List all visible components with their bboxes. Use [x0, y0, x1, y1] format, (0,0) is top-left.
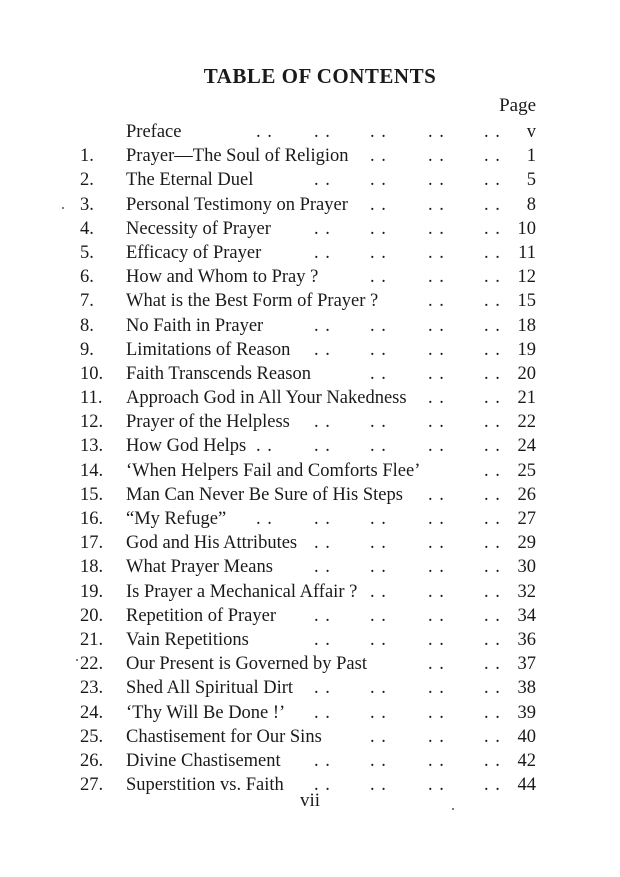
toc-entry-number: 1.	[80, 146, 94, 167]
leader-dots: . .	[484, 726, 501, 747]
leader-dots: . .	[370, 581, 387, 602]
toc-entry	[0, 144, 620, 168]
toc-entry-page: 8	[526, 194, 536, 215]
toc-entry-number: 7.	[80, 291, 94, 312]
toc-entry	[0, 217, 620, 241]
toc-entry-title: Man Can Never Be Sure of His Steps	[126, 484, 403, 505]
toc-entry-number: 18.	[80, 557, 104, 578]
leader-dots: . .	[484, 629, 501, 650]
toc-entry	[0, 338, 620, 362]
toc-entry	[0, 725, 620, 749]
toc-entry-title: Faith Transcends Reason	[126, 363, 311, 384]
leader-dots: . .	[484, 484, 501, 505]
leader-dots: . .	[484, 605, 501, 626]
leader-dots: . .	[370, 605, 387, 626]
leader-dots: . .	[370, 315, 387, 336]
toc-entry	[0, 289, 620, 313]
leader-dots: . .	[370, 702, 387, 723]
toc-entry-page: 22	[517, 412, 536, 433]
toc-entry-title: Our Present is Governed by Past	[126, 654, 367, 675]
toc-entry-title: Preface	[126, 122, 182, 142]
leader-dots: . .	[428, 678, 445, 699]
toc-entry-title: Necessity of Prayer	[126, 218, 271, 239]
toc-entry-number: 27.	[80, 775, 104, 796]
toc-entry	[0, 434, 620, 458]
leader-dots: . .	[484, 291, 501, 312]
leader-dots: . .	[370, 242, 387, 263]
leader-dots: . .	[428, 581, 445, 602]
toc-entry-number: 3.	[80, 194, 94, 215]
toc-entry	[0, 652, 620, 676]
toc-entry-number: 23.	[80, 678, 104, 699]
toc-entry-number: 11.	[80, 388, 103, 409]
leader-dots: . .	[370, 557, 387, 578]
leader-dots: . .	[370, 726, 387, 747]
toc-entry-page: 15	[517, 291, 536, 312]
leader-dots: . .	[428, 412, 445, 433]
leader-dots: . .	[484, 702, 501, 723]
leader-dots: . .	[484, 412, 501, 433]
toc-entry-page: 10	[517, 218, 536, 239]
leader-dots: . .	[370, 218, 387, 239]
print-speck	[452, 808, 454, 810]
print-speck	[76, 659, 78, 661]
leader-dots: . .	[370, 363, 387, 384]
toc-entry-number: 21.	[80, 629, 104, 650]
leader-dots: . .	[370, 146, 387, 167]
leader-dots: . .	[370, 775, 387, 796]
leader-dots: . .	[314, 629, 331, 650]
leader-dots: . .	[484, 436, 501, 457]
toc-entry-title: God and His Attributes	[126, 533, 298, 554]
toc-entry-number: 8.	[80, 315, 94, 336]
toc-entry-title: ‘Thy Will Be Done !’	[126, 702, 286, 723]
toc-entry-number: 15.	[80, 484, 104, 505]
toc-entry-page: 44	[517, 775, 536, 796]
toc-entry-number: 2.	[80, 170, 94, 191]
leader-dots: . .	[428, 194, 445, 215]
toc-entry-title: How God Helps	[126, 436, 247, 457]
toc-entry-page: 39	[517, 702, 536, 723]
toc-entry-page: 20	[517, 363, 536, 384]
leader-dots: . .	[370, 509, 387, 529]
leader-dots: . .	[428, 654, 445, 675]
toc-entry-title: Divine Chastisement	[126, 750, 281, 771]
toc-entry	[0, 362, 620, 386]
leader-dots: . .	[428, 509, 445, 529]
toc-entry-number: 20.	[80, 605, 104, 626]
leader-dots: . .	[484, 509, 501, 529]
leader-dots: . .	[314, 775, 331, 796]
leader-dots: . .	[428, 122, 445, 142]
leader-dots: . .	[428, 750, 445, 771]
leader-dots: . .	[428, 557, 445, 578]
leader-dots: . .	[428, 315, 445, 336]
toc-entry	[0, 483, 620, 507]
leader-dots: . .	[370, 170, 387, 191]
leader-dots: . .	[428, 242, 445, 263]
leader-dots: . .	[314, 605, 331, 626]
page-title: TABLE OF CONTENTS	[203, 64, 437, 88]
leader-dots: . .	[314, 750, 331, 771]
toc-entry-page: 27	[517, 509, 536, 529]
leader-dots: . .	[314, 412, 331, 433]
toc-entry-number: 25.	[80, 726, 104, 747]
toc-entry-title: What Prayer Means	[126, 557, 273, 578]
leader-dots: . .	[428, 388, 445, 409]
toc-entry-page: 40	[517, 726, 536, 747]
leader-dots: . .	[314, 339, 331, 360]
toc-entry-page: v	[526, 122, 536, 142]
toc-entry-title: Prayer—The Soul of Religion	[126, 146, 349, 167]
toc-entry-page: 25	[517, 460, 536, 481]
leader-dots: . .	[484, 581, 501, 602]
toc-entry-page: 18	[517, 315, 536, 336]
leader-dots: . .	[314, 557, 331, 578]
leader-dots: . .	[370, 267, 387, 288]
toc-entry	[0, 241, 620, 265]
leader-dots: . .	[314, 678, 331, 699]
toc-entry-page: 34	[517, 605, 536, 626]
toc-entry-page: 12	[517, 267, 536, 288]
leader-dots: . .	[370, 436, 387, 457]
leader-dots: . .	[256, 509, 273, 529]
toc-entry-title: Repetition of Prayer	[126, 605, 277, 626]
leader-dots: . .	[256, 122, 273, 142]
toc-entry-page: 24	[517, 436, 536, 457]
toc-entry-number: 12.	[80, 412, 104, 433]
toc-entry-page: 26	[517, 484, 536, 505]
leader-dots: . .	[314, 122, 331, 142]
toc-entry	[0, 604, 620, 628]
toc-entry	[0, 531, 620, 555]
toc-entry	[0, 459, 620, 483]
leader-dots: . .	[484, 654, 501, 675]
leader-dots: . .	[484, 267, 501, 288]
toc-entry-page: 5	[526, 170, 536, 191]
toc-entry	[0, 676, 620, 700]
leader-dots: . .	[314, 702, 331, 723]
toc-entry-title: “My Refuge”	[126, 509, 227, 529]
leader-dots: . .	[370, 629, 387, 650]
leader-dots: . .	[484, 363, 501, 384]
leader-dots: . .	[484, 194, 501, 215]
leader-dots: . .	[484, 678, 501, 699]
leader-dots: . .	[484, 122, 501, 142]
leader-dots: . .	[428, 339, 445, 360]
leader-dots: . .	[370, 339, 387, 360]
leader-dots: . .	[428, 170, 445, 191]
toc-entry-page: 37	[517, 654, 536, 675]
leader-dots: . .	[484, 170, 501, 191]
toc-entry-page: 29	[517, 533, 536, 554]
toc-entry-number: 4.	[80, 218, 94, 239]
toc-entry-number: 17.	[80, 533, 104, 554]
leader-dots: . .	[484, 533, 501, 554]
toc-entry-page: 42	[517, 750, 536, 771]
leader-dots: . .	[370, 678, 387, 699]
toc-entry-number: 14.	[80, 460, 104, 481]
leader-dots: . .	[484, 315, 501, 336]
toc-entry-page: 11	[518, 242, 536, 263]
leader-dots: . .	[370, 750, 387, 771]
leader-dots: . .	[484, 242, 501, 263]
leader-dots: . .	[428, 775, 445, 796]
toc-entry	[0, 555, 620, 579]
leader-dots: . .	[314, 242, 331, 263]
toc-entry-page: 36	[517, 629, 536, 650]
toc-entry-title: Vain Repetitions	[126, 629, 249, 650]
toc-entry	[0, 265, 620, 289]
leader-dots: . .	[428, 605, 445, 626]
leader-dots: . .	[314, 509, 331, 529]
toc-entry-title: Efficacy of Prayer	[126, 242, 262, 263]
leader-dots: . .	[428, 146, 445, 167]
toc-entry-page: 32	[517, 581, 536, 602]
toc-entry	[0, 314, 620, 338]
leader-dots: . .	[370, 122, 387, 142]
toc-entry	[0, 628, 620, 652]
leader-dots: . .	[314, 170, 331, 191]
leader-dots: . .	[428, 726, 445, 747]
toc-entry-number: 24.	[80, 702, 104, 723]
page-folio: vii	[299, 790, 321, 811]
toc-entry-title: Is Prayer a Mechanical Affair ?	[126, 581, 358, 602]
leader-dots: . .	[428, 267, 445, 288]
toc-entry-title: Personal Testimony on Prayer	[126, 194, 348, 215]
leader-dots: . .	[428, 484, 445, 505]
toc-entry	[0, 749, 620, 773]
toc-entry-number: 10.	[80, 363, 104, 384]
leader-dots: . .	[314, 533, 331, 554]
toc-entry	[0, 193, 620, 217]
toc-entry-number: 9.	[80, 339, 94, 360]
table-of-contents	[0, 120, 620, 797]
toc-entry-page: 1	[526, 146, 536, 167]
leader-dots: . .	[484, 388, 501, 409]
toc-entry	[0, 701, 620, 725]
toc-entry-page: 38	[517, 678, 536, 699]
leader-dots: . .	[428, 702, 445, 723]
toc-entry-title: Limitations of Reason	[126, 339, 291, 360]
toc-entry-number: 22.	[80, 654, 104, 675]
leader-dots: . .	[370, 194, 387, 215]
toc-entry-number: 6.	[80, 267, 94, 288]
leader-dots: . .	[370, 533, 387, 554]
leader-dots: . .	[314, 218, 331, 239]
toc-entry-title: Approach God in All Your Nakedness	[126, 388, 407, 409]
toc-entry-title: Shed All Spiritual Dirt	[126, 678, 294, 699]
toc-entry-title: ‘When Helpers Fail and Comforts Flee’	[126, 460, 421, 481]
leader-dots: . .	[314, 436, 331, 457]
leader-dots: . .	[428, 291, 445, 312]
toc-entry-number: 26.	[80, 750, 104, 771]
toc-entry-number: 5.	[80, 242, 94, 263]
leader-dots: . .	[428, 218, 445, 239]
leader-dots: . .	[484, 146, 501, 167]
toc-entry-number: 13.	[80, 436, 104, 457]
leader-dots: . .	[256, 436, 273, 457]
leader-dots: . .	[484, 557, 501, 578]
toc-entry	[0, 410, 620, 434]
toc-entry-page: 21	[517, 388, 536, 409]
toc-entry-title: Prayer of the Helpless	[126, 412, 290, 433]
page-column-label: Page	[499, 95, 536, 116]
leader-dots: . .	[484, 460, 501, 481]
toc-entry-title: Chastisement for Our Sins	[126, 726, 322, 747]
toc-entry	[0, 168, 620, 192]
toc-entry	[0, 386, 620, 410]
toc-entry-number: 19.	[80, 581, 104, 602]
toc-entry	[0, 507, 620, 531]
toc-entry-title: How and Whom to Pray ?	[126, 267, 319, 288]
toc-entry-title: The Eternal Duel	[126, 170, 254, 191]
leader-dots: . .	[428, 436, 445, 457]
leader-dots: . .	[428, 363, 445, 384]
leader-dots: . .	[484, 218, 501, 239]
toc-entry-title: What is the Best Form of Prayer ?	[126, 291, 379, 312]
print-speck	[62, 207, 64, 209]
leader-dots: . .	[484, 339, 501, 360]
leader-dots: . .	[484, 750, 501, 771]
leader-dots: . .	[370, 412, 387, 433]
toc-entry-title: Superstition vs. Faith	[126, 775, 284, 796]
toc-entry-number: 16.	[80, 509, 104, 529]
leader-dots: . .	[314, 315, 331, 336]
toc-entry-page: 30	[517, 557, 536, 578]
toc-entry	[0, 120, 620, 144]
leader-dots: . .	[428, 629, 445, 650]
toc-entry-title: No Faith in Prayer	[126, 315, 264, 336]
toc-entry-page: 19	[517, 339, 536, 360]
leader-dots: . .	[428, 533, 445, 554]
leader-dots: . .	[484, 775, 501, 796]
toc-entry	[0, 580, 620, 604]
